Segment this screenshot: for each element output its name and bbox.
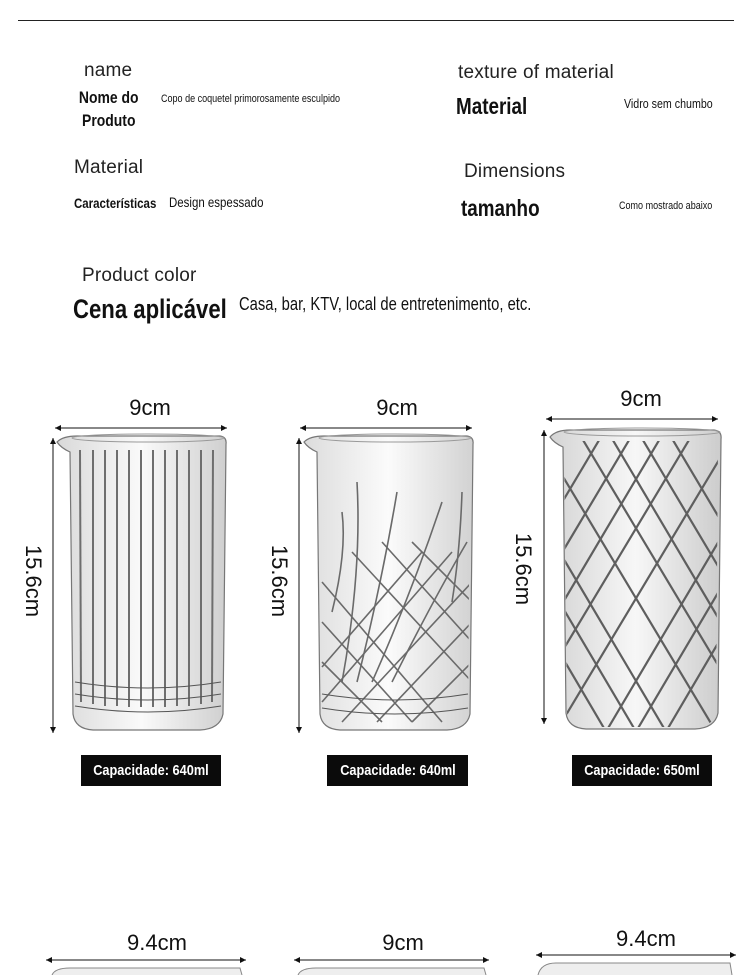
spec-name-value: Copo de coquetel primorosamente esculpido <box>161 93 341 105</box>
glass3-height-label: 15.6cm <box>511 532 536 606</box>
spec-material-value: Design espessado <box>169 194 264 210</box>
spec-texture-en: texture of material <box>458 62 614 83</box>
spec-dimensions-en: Dimensions <box>464 161 566 182</box>
spec-material-label: Características <box>74 195 157 211</box>
glass3-width-label: 9cm <box>620 386 662 411</box>
spec-dimensions-value: Como mostrado abaixo <box>619 200 713 212</box>
spec-material-en: Material <box>74 157 144 178</box>
spec-name-en: name <box>84 60 133 81</box>
glass2-height-label: 15.6cm <box>267 544 292 618</box>
glass2-capacity-text: Capacidade: 640ml <box>339 762 456 779</box>
spec-texture-value: Vidro sem chumbo <box>624 96 713 111</box>
spec-color-en: Product color <box>82 265 197 286</box>
glass1-width-label: 9cm <box>129 395 171 420</box>
spec-color-label: Cena aplicável <box>73 294 227 324</box>
spec-color-value: Casa, bar, KTV, local de entretenimento, etc. <box>239 294 532 314</box>
glass3-capacity-text: Capacidade: 650ml <box>584 762 700 779</box>
bottom-glass3-width-label: 9.4cm <box>616 926 676 951</box>
spec-texture-label: Material <box>456 93 528 119</box>
glass1-capacity-text: Capacidade: 640ml <box>93 762 209 779</box>
spec-name-label: Nome do Produto <box>78 88 139 130</box>
bottom-glass2-width-label: 9cm <box>382 930 424 955</box>
glass1-height-label: 15.6cm <box>21 544 46 618</box>
spec-dimensions-label: tamanho <box>461 195 540 221</box>
glass2-width-label: 9cm <box>376 395 418 420</box>
bottom-glass1-width-label: 9.4cm <box>127 930 187 955</box>
